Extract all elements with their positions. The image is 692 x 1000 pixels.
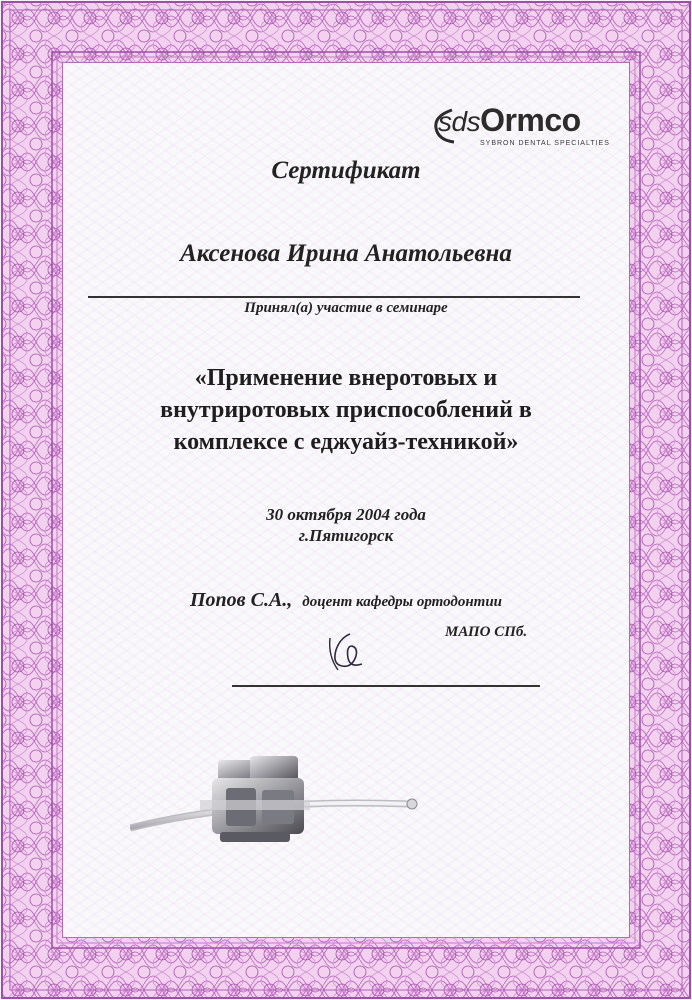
sds-ormco-logo <box>432 100 610 158</box>
orthodontic-bracket-image <box>130 748 430 858</box>
signature-line <box>232 685 540 687</box>
seminar-title-line: внутриротовых приспособлений в <box>160 397 532 423</box>
logo-wordmark <box>438 100 581 142</box>
logo-tagline: SYBRON DENTAL SPECIALTIES <box>480 140 610 147</box>
signature-icon <box>322 628 372 674</box>
certificate-title: Сертификат <box>271 157 421 184</box>
lecturer-organization: МАПО СПб. <box>445 624 528 640</box>
seminar-title-line: комплексе с еджуайз-техникой» <box>173 429 519 455</box>
lecturer-line <box>190 589 502 612</box>
logo-brand: Ormco <box>480 102 581 138</box>
recipient-name: Аксенова Ирина Анатольевна <box>180 240 512 267</box>
recipient-underline <box>88 296 580 298</box>
logo-prefix: sds <box>438 106 481 137</box>
participation-text: Принял(а) участие в семинаре <box>244 300 448 316</box>
seminar-title <box>90 362 602 458</box>
seminar-city: г.Пятигорск <box>298 526 394 545</box>
lecturer-position: доцент кафедры ортодонтии <box>302 594 503 610</box>
lecturer-name: Попов С.А., <box>190 589 293 611</box>
seminar-date: 30 октября 2004 года <box>266 505 426 524</box>
seminar-title-line: «Применение внеротовых и <box>194 365 498 391</box>
